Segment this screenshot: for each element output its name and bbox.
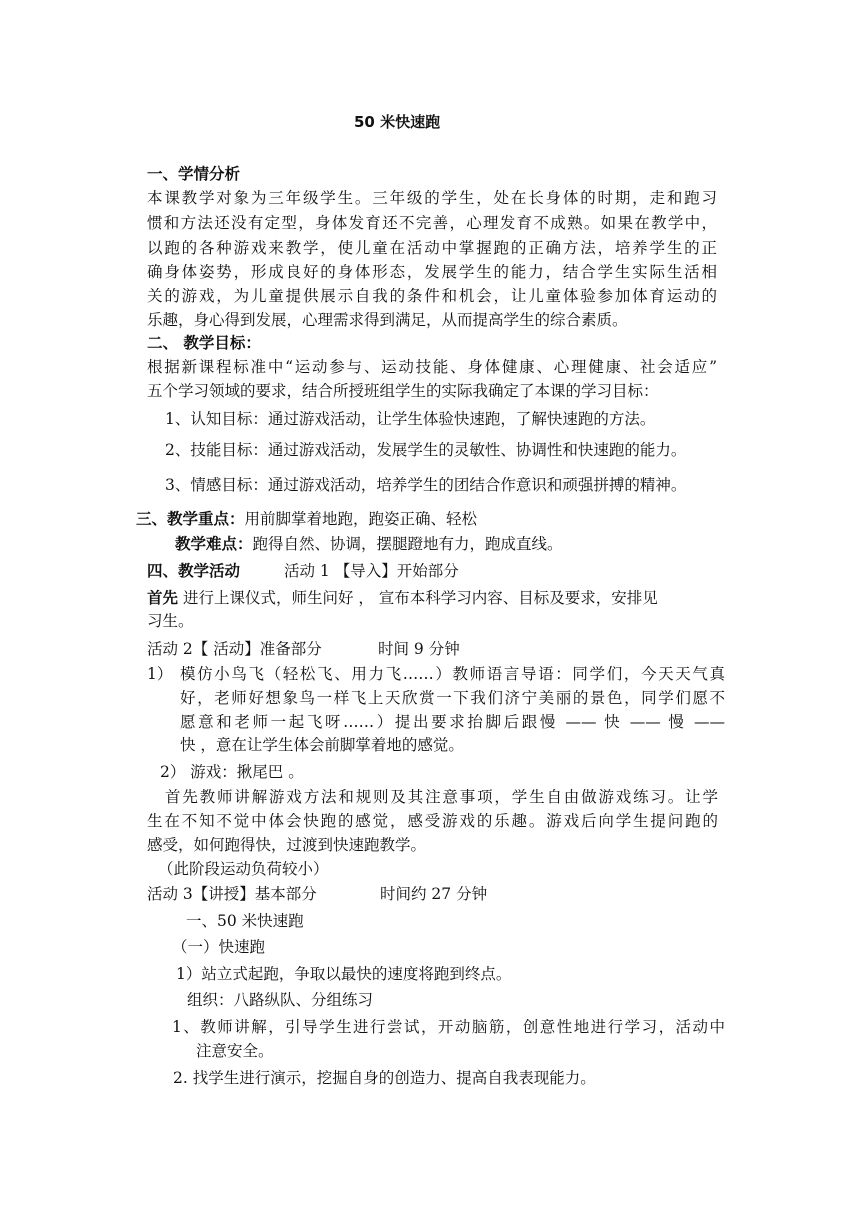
item-1-number: 1） — [147, 665, 173, 683]
subsection-fast-run: （一）快速跑 — [172, 938, 266, 956]
key-point-text: 用前脚掌着地跑，跑姿正确、轻松 — [244, 510, 478, 528]
difficulty-label: 教学难点： — [175, 534, 253, 553]
difficulty-text: 跑得自然、协调，摆腿蹬地有力，跑成直线。 — [252, 535, 563, 553]
game-line-2: 生在不知不觉中体会快跑的感觉，感受游戏的乐趣。游戏后向学生提问跑的 — [147, 812, 718, 830]
difficulty-row — [175, 534, 563, 554]
intro-label: 首先 — [147, 588, 179, 607]
key-point-row — [136, 509, 477, 529]
intro-line-2: 习生。 — [147, 612, 194, 630]
activity-2-time: 时间 9 分钟 — [378, 640, 460, 658]
section-heading-activities: 四、教学活动 — [147, 561, 241, 580]
practice-1-line-2: 注意安全。 — [196, 1042, 274, 1060]
analysis-line-5: 关的游戏，为儿童提供展示自我的条件和机会，让儿童体验参加体育运动的 — [147, 287, 717, 305]
organization: 组织：八路纵队、分组练习 — [187, 991, 374, 1009]
goal-cognitive: 1、认知目标：通过游戏活动，让学生体验快速跑，了解快速跑的方法。 — [165, 410, 656, 428]
activity-2-title: 活动 2【 活动】准备部分 — [147, 640, 322, 658]
practice-2: 2. 找学生进行演示，挖掘自身的创造力、提高自我表现能力。 — [173, 1069, 596, 1087]
key-point-label: 三、教学重点： — [136, 509, 245, 528]
goal-skill: 2、技能目标：通过游戏活动，发展学生的灵敏性、协调性和快速跑的能力。 — [165, 441, 687, 459]
item-1-line-1: 模仿小鸟飞（轻松飞、用力飞……）教师语言导语：同学们，今天天气真 — [180, 665, 725, 683]
goals-intro-line-2: 五个学习领域的要求，结合所授班组学生的实际我确定了本课的学习目标： — [147, 382, 659, 400]
practice-1-line-1: 1、教师讲解，引导学生进行尝试，开动脑筋，创意性地进行学习，活动中 — [172, 1018, 725, 1036]
analysis-line-3: 以跑的各种游戏来教学，使儿童在活动中掌握跑的正确方法，培养学生的正 — [147, 239, 717, 257]
subsection-50m: 一、50 米快速跑 — [186, 912, 304, 930]
page-title: 50 米快速跑 — [354, 113, 441, 131]
goals-intro-line-1: 根据新课程标准中“运动参与、运动技能、身体健康、心理健康、社会适应” — [147, 358, 717, 376]
section-heading-analysis: 一、学情分析 — [147, 164, 241, 183]
analysis-line-4: 确身体姿势，形成良好的身体形态，发展学生的能力，结合学生实际生活相 — [147, 263, 717, 281]
activity-3-time: 时间约 27 分钟 — [380, 885, 488, 903]
intro-line-1 — [147, 588, 658, 608]
activity-3-title: 活动 3【讲授】基本部分 — [147, 885, 317, 903]
game-line-1: 首先教师讲解游戏方法和规则及其注意事项，学生自由做游戏练习。让学 — [165, 788, 718, 806]
activity-1-title: 活动 1 【导入】开始部分 — [284, 562, 459, 580]
load-note: （此阶段运动负荷较小） — [158, 860, 329, 878]
intro-text: 进行上课仪式，师生问好 ， 宣布本科学习内容、目标及要求，安排见 — [178, 589, 658, 607]
item-2-game: 2） 游戏：揪尾巴 。 — [160, 763, 304, 781]
item-1-line-4: 快 ，意在让学生体会前脚掌着地的感觉。 — [180, 736, 464, 754]
analysis-line-6: 乐趣，身心得到发展，心理需求得到满足，从而提高学生的综合素质。 — [147, 311, 628, 329]
item-1-line-3: 愿意和老师一起飞呀……）提出要求抬脚后跟慢 —— 快 —— 慢 —— — [180, 713, 725, 731]
analysis-line-1: 本课教学对象为三年级学生。三年级的学生，处在长身体的时期，走和跑习 — [147, 189, 717, 207]
game-line-3: 感受，如何跑得快，过渡到快速跑教学。 — [147, 836, 427, 854]
item-1-line-2: 好，老师好想象鸟一样飞上天欣赏一下我们济宁美丽的景色，同学们愿不 — [180, 689, 725, 707]
analysis-line-2: 惯和方法还没有定型，身体发育还不完善，心理发育不成熟。如果在教学中， — [147, 214, 717, 232]
goal-emotion: 3、情感目标：通过游戏活动，培养学生的团结合作意识和顽强拼搏的精神。 — [165, 476, 687, 494]
step-standing-start: 1）站立式起跑，争取以最快的速度将跑到终点。 — [176, 965, 512, 983]
section-heading-goals: 二、 教学目标： — [147, 333, 261, 352]
